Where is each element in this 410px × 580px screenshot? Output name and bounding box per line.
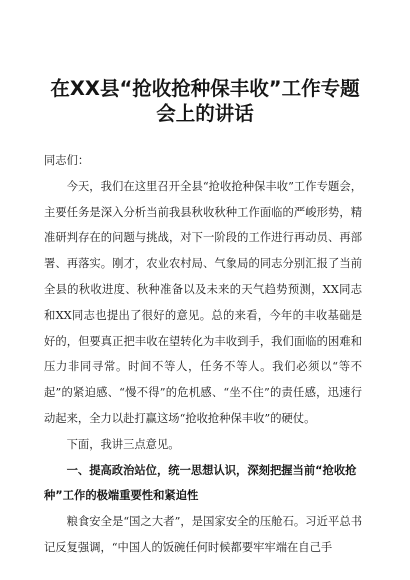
transition-paragraph: 下面，我讲三点意见。 [66, 437, 180, 451]
document-title [40, 76, 370, 126]
section-heading-1: 一、提高政治站位，统一思想认识，深刻把握当前“抢收抢种”工作的极端重要性和紧迫性 [44, 463, 357, 503]
title-line-1: 在XX县“抢收抢种保丰收”工作专题 [50, 77, 360, 100]
salutation: 同志们： [44, 154, 90, 167]
document-body [44, 148, 362, 561]
title-line-2: 会上的讲话 [156, 102, 254, 125]
section-1-paragraph: 粮食安全是“国之大者”，是国家安全的压舱石。习近平总书记反复强调，“中国人的饭碗任何时候都要牢牢端在自己手 [44, 515, 362, 554]
opening-paragraph: 今天，我们在这里召开全县“抢收抢种保丰收”工作专题会，主要任务是深入分析当前我县秋收秋种工作面临的严峻形势，精准研判存在的问题与挑战，对下一阶段的工作进行再动员、再部署、再落实。刚才，农业农村局、气象局的同志分别汇报了当前全县的秋收进度、秋种准备以及未来的天气趋势预测，XX同志和XX同志也提出了很好的意见。总的来看，今年的丰收基础是好的，但要真正把丰收在望转化为丰收到手，我们面临的困难和压力非同寻常。时间不等人，任务不等人。我们必须以“等不起”的紧迫感、“慢不得”的危机感、“坐不住”的责任感，迅速行动起来，全力以赴打赢这场“抢收抢种保丰收”的硬仗。 [44, 179, 362, 425]
